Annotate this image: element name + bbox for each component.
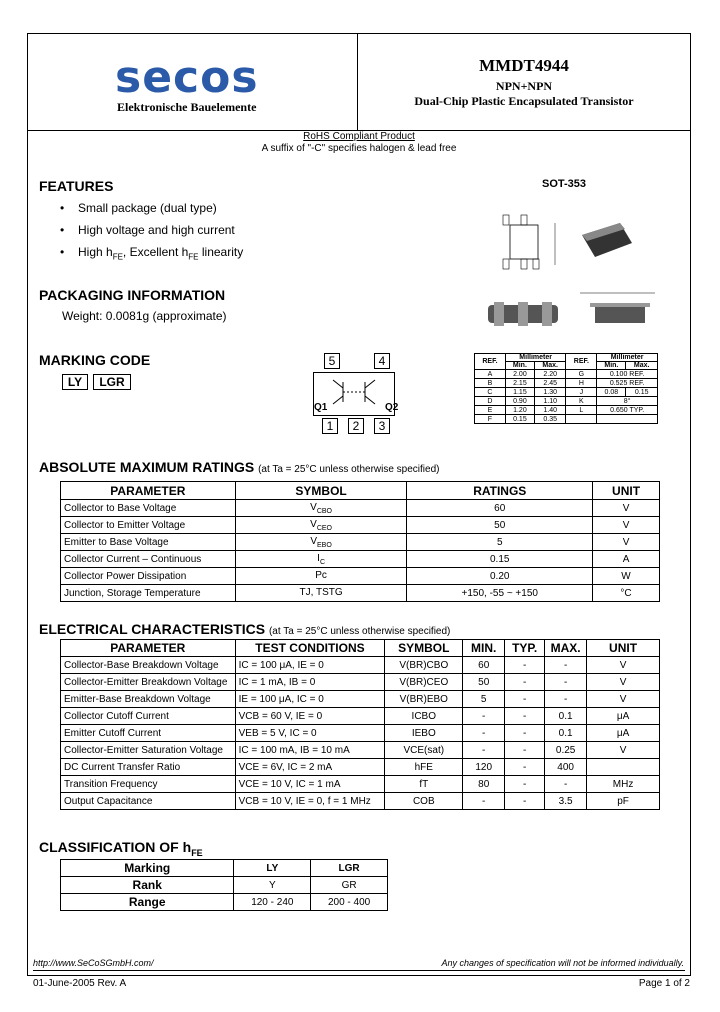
abs-max-heading: ABSOLUTE MAXIMUM RATINGS (at Ta = 25°C unless otherwise specified) — [39, 459, 440, 475]
halogen-note: A suffix of "-C" specifies halogen & lead free — [261, 143, 457, 154]
table-row: Collector-Base Breakdown Voltage IC = 100 μA, IE = 0 V(BR)CBO 60 - - V — [61, 657, 660, 674]
feature-item: • High voltage and high current — [62, 223, 235, 237]
features-heading: FEATURES — [39, 178, 114, 194]
table-row: Transition Frequency VCE = 10 V, IC = 1 mA fT 80 - - MHz — [61, 776, 660, 793]
table-row: Collector-Emitter Breakdown Voltage IC = 1 mA, IB = 0 V(BR)CEO 50 - - V — [61, 674, 660, 691]
table-row: Collector Current – Continuous $I_C$ 0.15 A — [61, 551, 660, 568]
pin-4: 4 — [374, 353, 390, 369]
table-row: Collector-Emitter Saturation Voltage IC = 100 mA, IB = 10 mA VCE(sat) - - 0.25 V — [61, 742, 660, 759]
table-row: E 1.20 1.40 L 0.650 TYP. — [475, 406, 658, 415]
rohs-line: RoHS Compliant Product — [303, 131, 415, 142]
classification-table — [60, 859, 388, 911]
elec-table: PARAMETER TEST CONDITIONS SYMBOL MIN. TYP. MAX. UNIT Collector-Base Breakdown Voltage IC = 100 μA, IE = 0 V(BR)CBO 60 - - V Collector-Emitter Breakdown Voltage IC = 1 mA, IB = 0 V(BR)CEO 50 - - V Emitter-Base Breakdown Voltage IE = 100 μA, IC = 0 V(BR)EBO 5 - - V Collector Cutoff Current VCB = 60 V, IE = 0 ICBO - - 0.1 μA Emitter Cutoff Current VEB = 5 V, IC = 0 IEBO - - 0.1 μA Collector-Emitter Saturation Voltage IC = 100 mA, IB = 10 mA VCE(sat) - - 0.25 V DC Current Transfer Ratio VCE = 6V, IC = 2 mA hFE 120 - 400 Transition Frequency VCE = 10 V, IC = 1 mA fT 80 - - MHz Output Capacitance VCB = 10 V, IE = 0, f = 1 MHz COB - - 3.5 pF — [60, 639, 660, 810]
marking-heading: MARKING CODE — [39, 352, 151, 368]
marking-code-lgr: LGR — [93, 374, 131, 390]
pin-1: 1 — [322, 418, 338, 434]
q1-label: Q1 — [314, 402, 328, 413]
package-name: SOT-353 — [542, 178, 587, 190]
table-row: D 0.90 1.10 K 8° — [475, 397, 658, 406]
pin-5: 5 — [324, 353, 340, 369]
table-row: DC Current Transfer Ratio VCE = 6V, IC = 2 mA hFE 120 - 400 — [61, 759, 660, 776]
abs-max-table: PARAMETER SYMBOL RATINGS UNIT Collector to Base Voltage $V_{CBO}$ 60 V Collector to Emitter Voltage $V_{CEO}$ 50 V Emitter to Base Voltage $V_{EBO}$ 5 V Collector Current – Continuous $I_C$ 0.15 A Collector Power Dissipation Pc 0.20 W Junction, Storage Temperature TJ, TSTG +150, -55 ~ +150 °C — [60, 481, 660, 602]
table-row: Collector Power Dissipation Pc 0.20 W — [61, 568, 660, 585]
polarity: NPN+NPN — [495, 79, 553, 93]
packaging-heading: PACKAGING INFORMATION — [39, 287, 226, 303]
table-row: A 2.00 2.20 G 0.100 REF. — [475, 370, 658, 379]
table-row: Marking LY LGR — [61, 860, 388, 877]
table-row: Collector to Base Voltage $V_{CBO}$ 60 V — [61, 500, 660, 517]
table-row: C 1.15 1.30 J 0.08 0.15 — [475, 388, 658, 397]
revision-date: 01-June-2005 Rev. A — [33, 978, 127, 989]
pin-3: 3 — [374, 418, 390, 434]
secos-logo: secos — [115, 52, 259, 103]
table-row: Collector to Emitter Voltage $V_{CEO}$ 50 V — [61, 517, 660, 534]
pinout-diagram — [305, 350, 405, 435]
table-row: Emitter-Base Breakdown Voltage IE = 100 μA, IC = 0 V(BR)EBO 5 - - V — [61, 691, 660, 708]
part-number: MMDT4944 — [479, 56, 569, 75]
footer-divider — [33, 970, 685, 971]
table-row: F 0.15 0.35 — [475, 415, 658, 424]
table-row: Emitter Cutoff Current VEB = 5 V, IC = 0 IEBO - - 0.1 μA — [61, 725, 660, 742]
logo-subtitle: Elektronische Bauelemente — [117, 100, 257, 114]
q2-label: Q2 — [385, 402, 399, 413]
package-weight: Weight: 0.0081g (approximate) — [62, 309, 227, 323]
table-row: Collector Cutoff Current VCB = 60 V, IE = 0 ICBO - - 0.1 μA — [61, 708, 660, 725]
table-row: Junction, Storage Temperature TJ, TSTG +150, -55 ~ +150 °C — [61, 585, 660, 602]
page-number: Page 1 of 2 — [638, 978, 690, 989]
table-row: Output Capacitance VCB = 10 V, IE = 0, f = 1 MHz COB - - 3.5 pF — [61, 793, 660, 810]
table-row: Rank Y GR — [61, 877, 388, 894]
feature-item: • High $h_{FE}$, Excellent $h_{FE}$ linearity — [62, 245, 243, 261]
classification-heading: CLASSIFICATION OF $h_{FE}$ — [39, 839, 203, 858]
elec-heading: ELECTRICAL CHARACTERISTICS (at Ta = 25°C unless otherwise specified) — [39, 621, 451, 637]
feature-item: • Small package (dual type) — [62, 201, 217, 215]
pin-2: 2 — [348, 418, 364, 434]
footer-url[interactable]: http://www.SeCoSGmbH.com/ — [33, 958, 154, 968]
table-row: Emitter to Base Voltage $V_{EBO}$ 5 V — [61, 534, 660, 551]
package-drawing — [470, 195, 670, 335]
device-description: Dual-Chip Plastic Encapsulated Transistor — [414, 94, 634, 108]
table-row: B 2.15 2.45 H 0.525 REF. — [475, 379, 658, 388]
marking-code-ly: LY — [62, 374, 88, 390]
dimensions-table: REF. Millimeter REF. Millimeter Min. Max. Min. Max. A 2.00 2.20 G 0.100 REF. B 2.15 2.45 H 0.525 REF. C 1.15 1.30 J 0.08 0.15 D 0.90 1.10 K 8° E 1.20 1.40 L 0.650 TYP. F 0.15 0.35 — [474, 353, 658, 424]
footer-disclaimer: Any changes of specification will not be informed individually. — [441, 958, 684, 968]
table-row: Range 120 - 240 200 - 400 — [61, 894, 388, 911]
